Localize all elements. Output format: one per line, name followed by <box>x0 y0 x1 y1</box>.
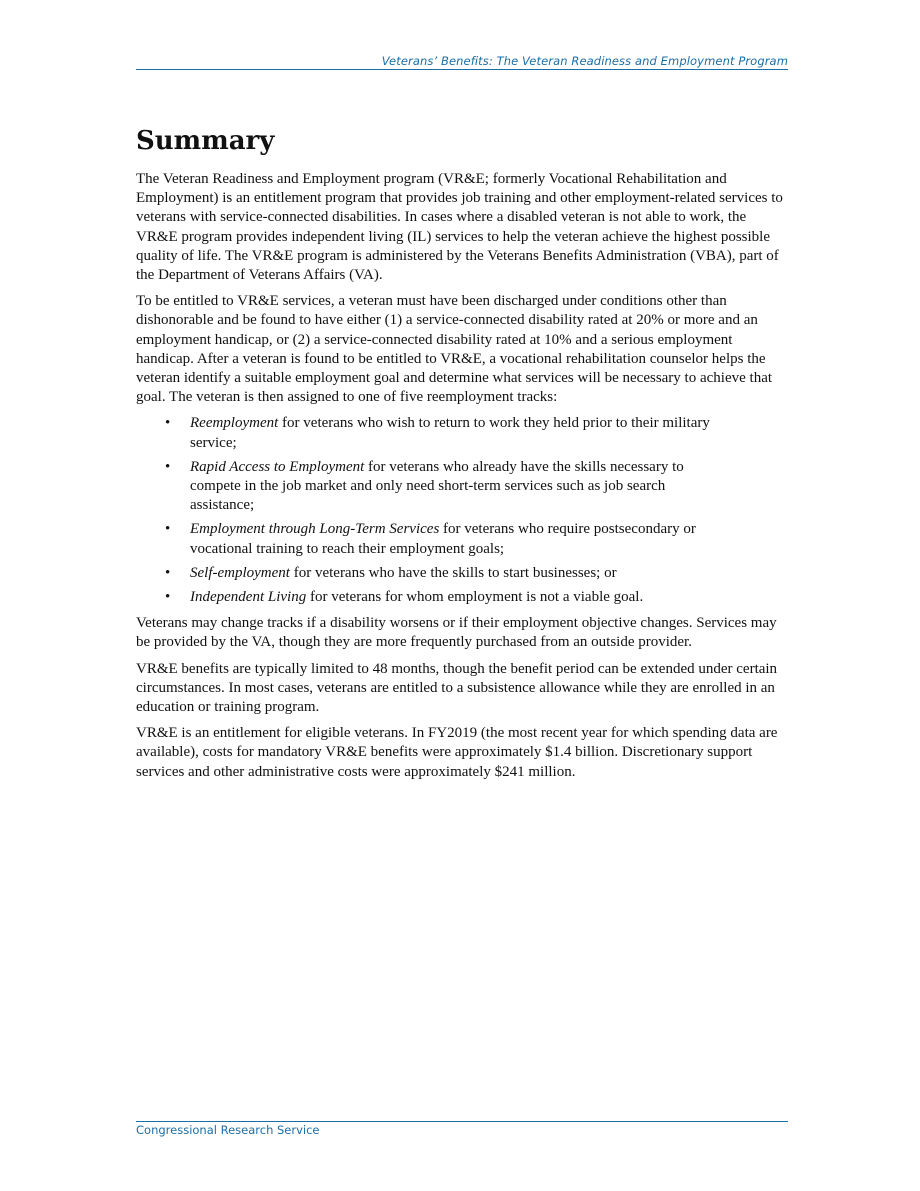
track-term: Reemployment <box>190 415 279 432</box>
bullet-icon: • <box>165 521 171 538</box>
header-rule <box>136 69 788 70</box>
paragraph-tracks-change: Veterans may change tracks if a disability worsens or if their employment objective changes. Services may be provided by the VA, though they are more frequently purchased from an outside provider. <box>136 615 777 651</box>
track-term: Independent Living <box>190 589 307 606</box>
paragraph-spending: VR&E is an entitlement for eligible veterans. In FY2019 (the most recent year for which spending data are available), costs for mandatory VR&E benefits were approximately $1.4 billion. Discretionary support services and other administrative costs were approximately $241 million. <box>136 725 778 780</box>
running-header-title: Veterans’ Benefits: The Veteran Readiness and Employment Program <box>381 54 788 68</box>
footer-rule <box>136 1121 788 1122</box>
track-description: for veterans who have the skills to start businesses; or <box>289 564 617 581</box>
paragraph-intro: The Veteran Readiness and Employment program (VR&E; formerly Vocational Rehabilitation and Employment) is an entitlement program that provides job training and other employment-related services to veterans with service-connected disabilities. In cases where a disabled veteran is not able to work, the VR&E program provides independent living (IL) services to help the veteran achieve the highest possible quality of life. The VR&E program is administered by the Veterans Benefits Administration (VBA), part of the Department of Veterans Affairs (VA). <box>136 171 783 284</box>
bullet-icon: • <box>165 589 171 606</box>
list-item-track <box>136 564 788 583</box>
bullet-icon: • <box>165 415 171 432</box>
track-term: Employment through Long-Term Services <box>190 521 440 538</box>
track-description: for veterans who wish to return to work they held prior to their military service; <box>190 415 710 451</box>
tracks-list <box>136 414 788 607</box>
track-description: for veterans for whom employment is not a viable goal. <box>306 589 644 606</box>
list-item-track <box>136 458 788 516</box>
track-description: for veterans who require postsecondary or vocational training to reach their employment goals; <box>190 521 696 557</box>
list-item-track <box>136 520 788 558</box>
bullet-icon: • <box>165 458 171 475</box>
page-title: Summary <box>136 126 275 156</box>
track-term: Self-employment <box>190 564 290 581</box>
paragraph-entitlement: To be entitled to VR&E services, a veteran must have been discharged under conditions other than dishonorable and be found to have either (1) a service-connected disability rated at 20% or more and an employment handicap, or (2) a service-connected disability rated at 10% and a serious employment handicap. After a veteran is found to be entitled to VR&E, a vocational rehabilitation counselor helps the veteran identify a suitable employment goal and determine what services will be necessary to achieve that goal. The veteran is then assigned to one of five reemployment tracks: <box>136 293 773 406</box>
track-description: for veterans who already have the skills necessary to compete in the job market and only need short-term services such as job search assistance; <box>190 458 684 514</box>
paragraph-benefit-period: VR&E benefits are typically limited to 48 months, though the benefit period can be extended under certain circumstances. In most cases, veterans are entitled to a subsistence allowance while they are enrolled in an education or training program. <box>136 660 778 716</box>
list-item-track <box>136 414 788 452</box>
footer-publisher: Congressional Research Service <box>136 1123 320 1137</box>
list-item-track <box>136 588 788 607</box>
document-body <box>136 124 788 789</box>
bullet-icon: • <box>165 564 171 581</box>
track-term: Rapid Access to Employment <box>190 458 365 475</box>
